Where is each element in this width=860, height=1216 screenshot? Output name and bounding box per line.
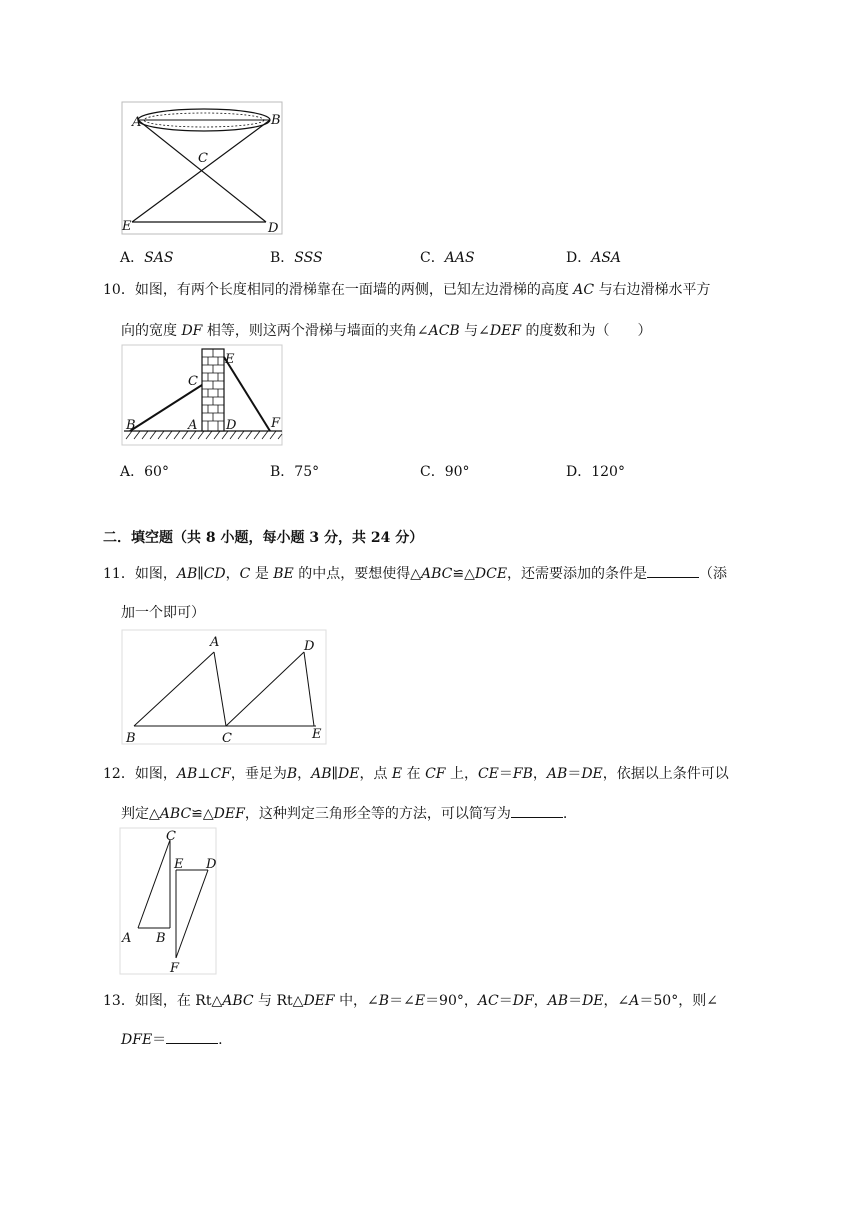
q10-figure — [118, 343, 288, 448]
q10-label-f: F — [271, 416, 281, 431]
q9-line-be — [132, 120, 270, 222]
q9-option-d: D．ASA — [566, 250, 622, 266]
q13-stem-line2: DFE＝ . — [121, 1029, 223, 1049]
q9-option-b: B．SSS — [270, 250, 323, 266]
q9-label-a: A — [132, 115, 142, 130]
q11-stem-line1: 11．如图，AB∥CD，C 是 BE 的中点，要想使得△ABC≌△DCE，还需要添加的条件是 （添 — [103, 563, 727, 583]
q9-option-c: C．AAS — [420, 250, 475, 266]
q10-option-b: B．75° — [270, 464, 320, 480]
q12-stem-line1: 12．如图，AB⊥CF，垂足为B，AB∥DE，点 E 在 CF 上，CE＝FB，AB＝DE，依据以上条件可以 — [103, 766, 729, 782]
q10-label-a: A — [188, 418, 198, 433]
q9-figure — [118, 100, 288, 240]
q12-label-d: D — [206, 857, 217, 872]
q12-label-e: E — [174, 857, 184, 872]
q10-option-a: A．60° — [120, 464, 169, 480]
q13-stem-line1: 13．如图，在 Rt△ABC 与 Rt△DEF 中，∠B＝∠E＝90°，AC＝DF，AB＝DE，∠A＝50°，则∠ — [103, 993, 718, 1009]
q9-label-e: E — [122, 219, 132, 234]
q11-label-c: C — [222, 731, 232, 746]
q10-stem-line2: 向的宽度 DF 相等，则这两个滑梯与墙面的夹角∠ACB 与∠DEF 的度数和为（ ） — [121, 323, 652, 339]
q11-label-e: E — [312, 727, 322, 742]
q9-option-a: A．SAS — [120, 250, 174, 266]
q9-label-c: C — [198, 151, 208, 166]
q12-figure — [116, 826, 220, 976]
q12-label-c: C — [166, 829, 176, 844]
q10-label-b: B — [126, 418, 136, 433]
q12-label-a: A — [122, 931, 132, 946]
q13-answer-blank — [166, 1029, 218, 1044]
q10-stem-line1: 10．如图，有两个长度相同的滑梯靠在一面墙的两侧，已知左边滑梯的高度 AC 与右边滑梯水平方 — [103, 282, 711, 298]
q12-stem-line2: 判定△ABC≌△DEF，这种判定三角形全等的方法，可以简写为 . — [121, 803, 567, 823]
section-2-heading: 二．填空题（共 8 小题，每小题 3 分，共 24 分） — [103, 530, 424, 546]
q11-label-b: B — [126, 731, 136, 746]
q10-label-c: C — [188, 374, 198, 389]
q9-label-d: D — [268, 221, 279, 236]
q11-answer-blank — [647, 563, 699, 578]
q12-label-f: F — [170, 961, 180, 976]
q11-label-a: A — [210, 635, 220, 650]
q12-answer-blank — [511, 803, 563, 818]
q11-figure — [118, 628, 330, 746]
q11-label-d: D — [304, 639, 315, 654]
q11-stem-line2: 加一个即可） — [121, 605, 205, 621]
q10-label-e: E — [225, 352, 235, 367]
q10-option-c: C．90° — [420, 464, 470, 480]
q12-label-b: B — [156, 931, 166, 946]
q10-label-d: D — [226, 418, 237, 433]
q10-option-d: D．120° — [566, 464, 625, 480]
q9-label-b: B — [271, 113, 281, 128]
